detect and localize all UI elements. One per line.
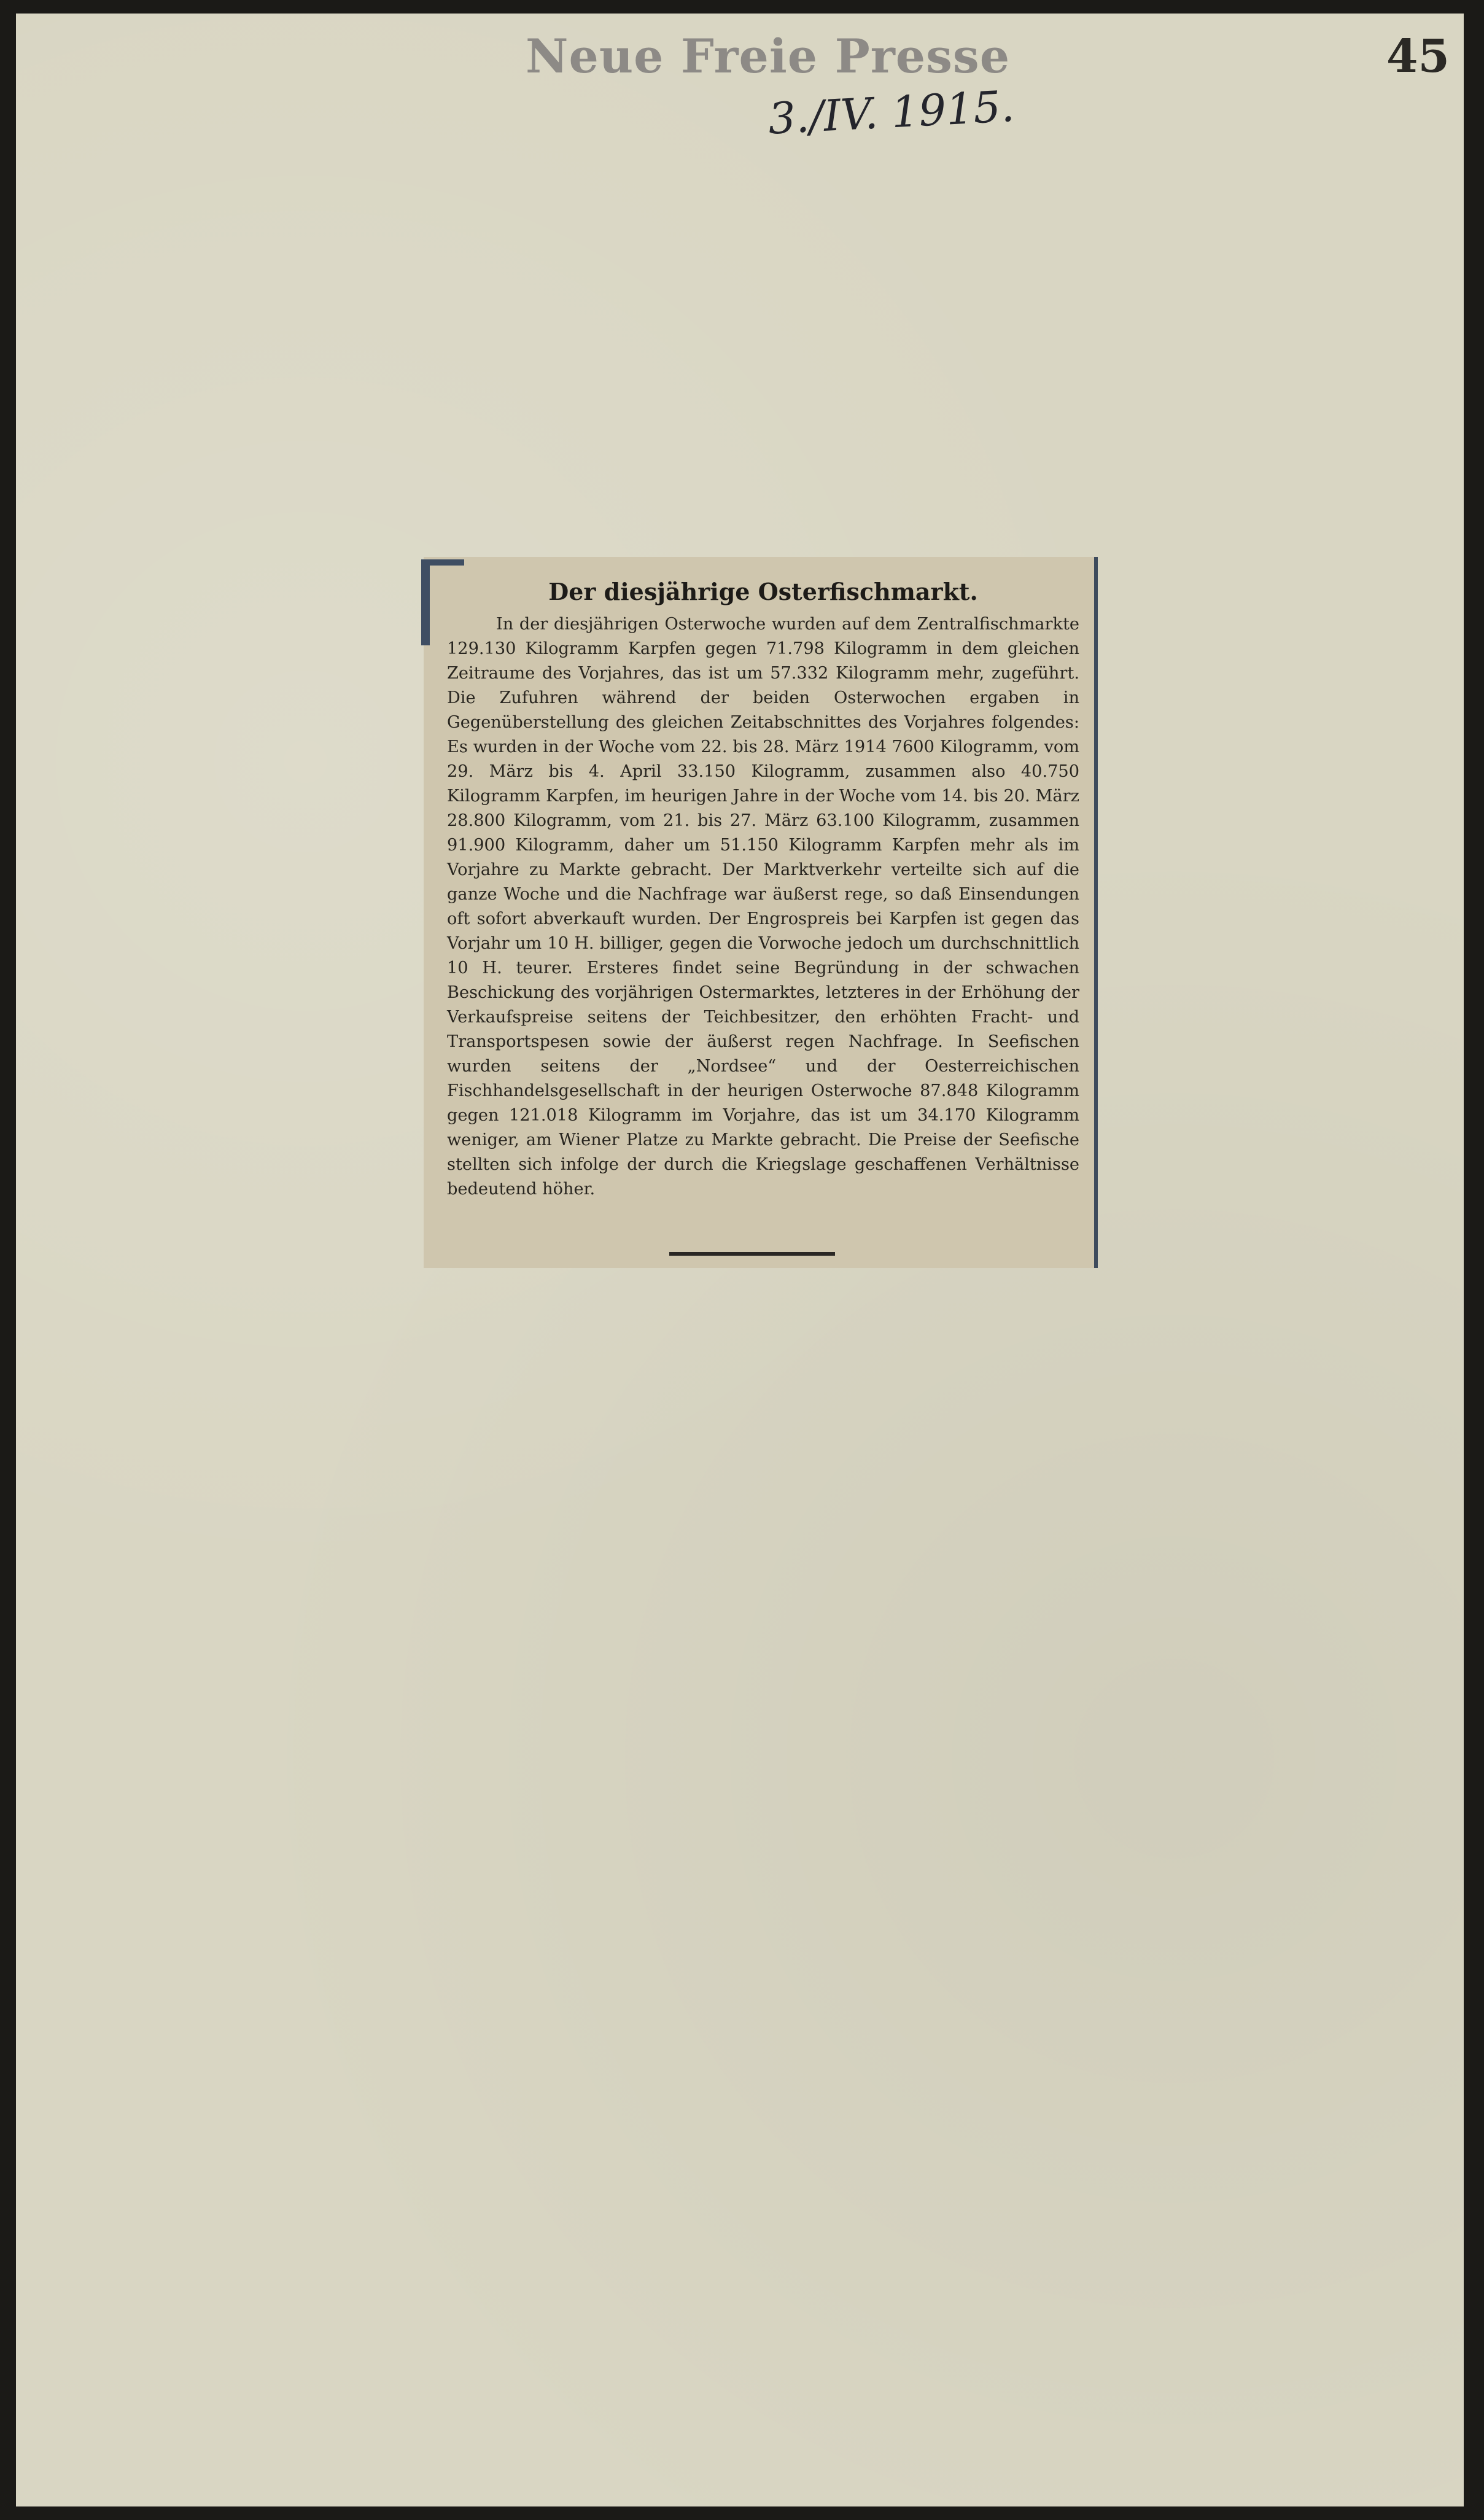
handwritten-date: 3./IV. 1915. — [767, 80, 1016, 144]
page-number: 45 — [1386, 30, 1450, 83]
archive-sheet — [16, 14, 1464, 2506]
clipping-edge-mark — [421, 559, 430, 645]
article-body: In der diesjährigen Osterwoche wurden auf dem Zentralfischmarkte 129.130 Kilogramm Karpfen gegen 71.798 Kilogramm in dem gleichen Zeitraume des Vorjahres, das ist um 57.332 Kilogramm mehr, zugeführt. Die Zufuhren während der beiden Osterwochen ergaben in Gegenüberstellung des gleichen Zeitabschnittes des Vorjahres folgendes: Es wurden in der Woche vom 22. bis 28. März 1914 7600 Kilogramm, vom 29. März bis 4. April 33.150 Kilogramm, zusammen also 40.750 Kilogramm Karpfen, im heurigen Jahre in der Woche vom 14. bis 20. März 28.800 Kilogramm, vom 21. bis 27. März 63.100 Kilogramm, zusammen 91.900 Kilogramm, daher um 51.150 Kilogramm Karpfen mehr als im Vorjahre zu Markte gebracht. Der Marktverkehr verteilte sich auf die ganze Woche und die Nachfrage war äußerst rege, so daß Einsendungen oft sofort abverkauft wurden. Der Engrospreis bei Karpfen ist gegen das Vorjahr um 10 H. billiger, gegen die Vorwoche jedoch um durchschnittlich 10 H. teurer. Ersteres findet seine Begründung in der schwachen Beschickung des vorjährigen Ostermarktes, letzteres in der Erhöhung der Verkaufspreise seitens der Teichbesitzer, den erhöhten Fracht- und Transportspesen sowie der äußerst regen Nachfrage. In Seefischen wurden seitens der „Nordsee“ und der Oesterreichischen Fischhandelsgesellschaft in der heurigen Osterwoche 87.848 Kilogramm gegen 121.018 Kilogramm im Vorjahre, das ist um 34.170 Kilogramm weniger, am Wiener Platze zu Markte gebracht. Die Preise der Seefische stellten sich infolge der durch die Kriegslage geschaffenen Verhältnisse bedeutend höher. — [447, 615, 1079, 1199]
article-headline: Der diesjährige Osterfischmarkt. — [548, 578, 978, 605]
newspaper-stamp: Neue Freie Presse — [526, 29, 1011, 84]
end-rule — [669, 1252, 835, 1256]
newspaper-clipping — [424, 557, 1098, 1268]
